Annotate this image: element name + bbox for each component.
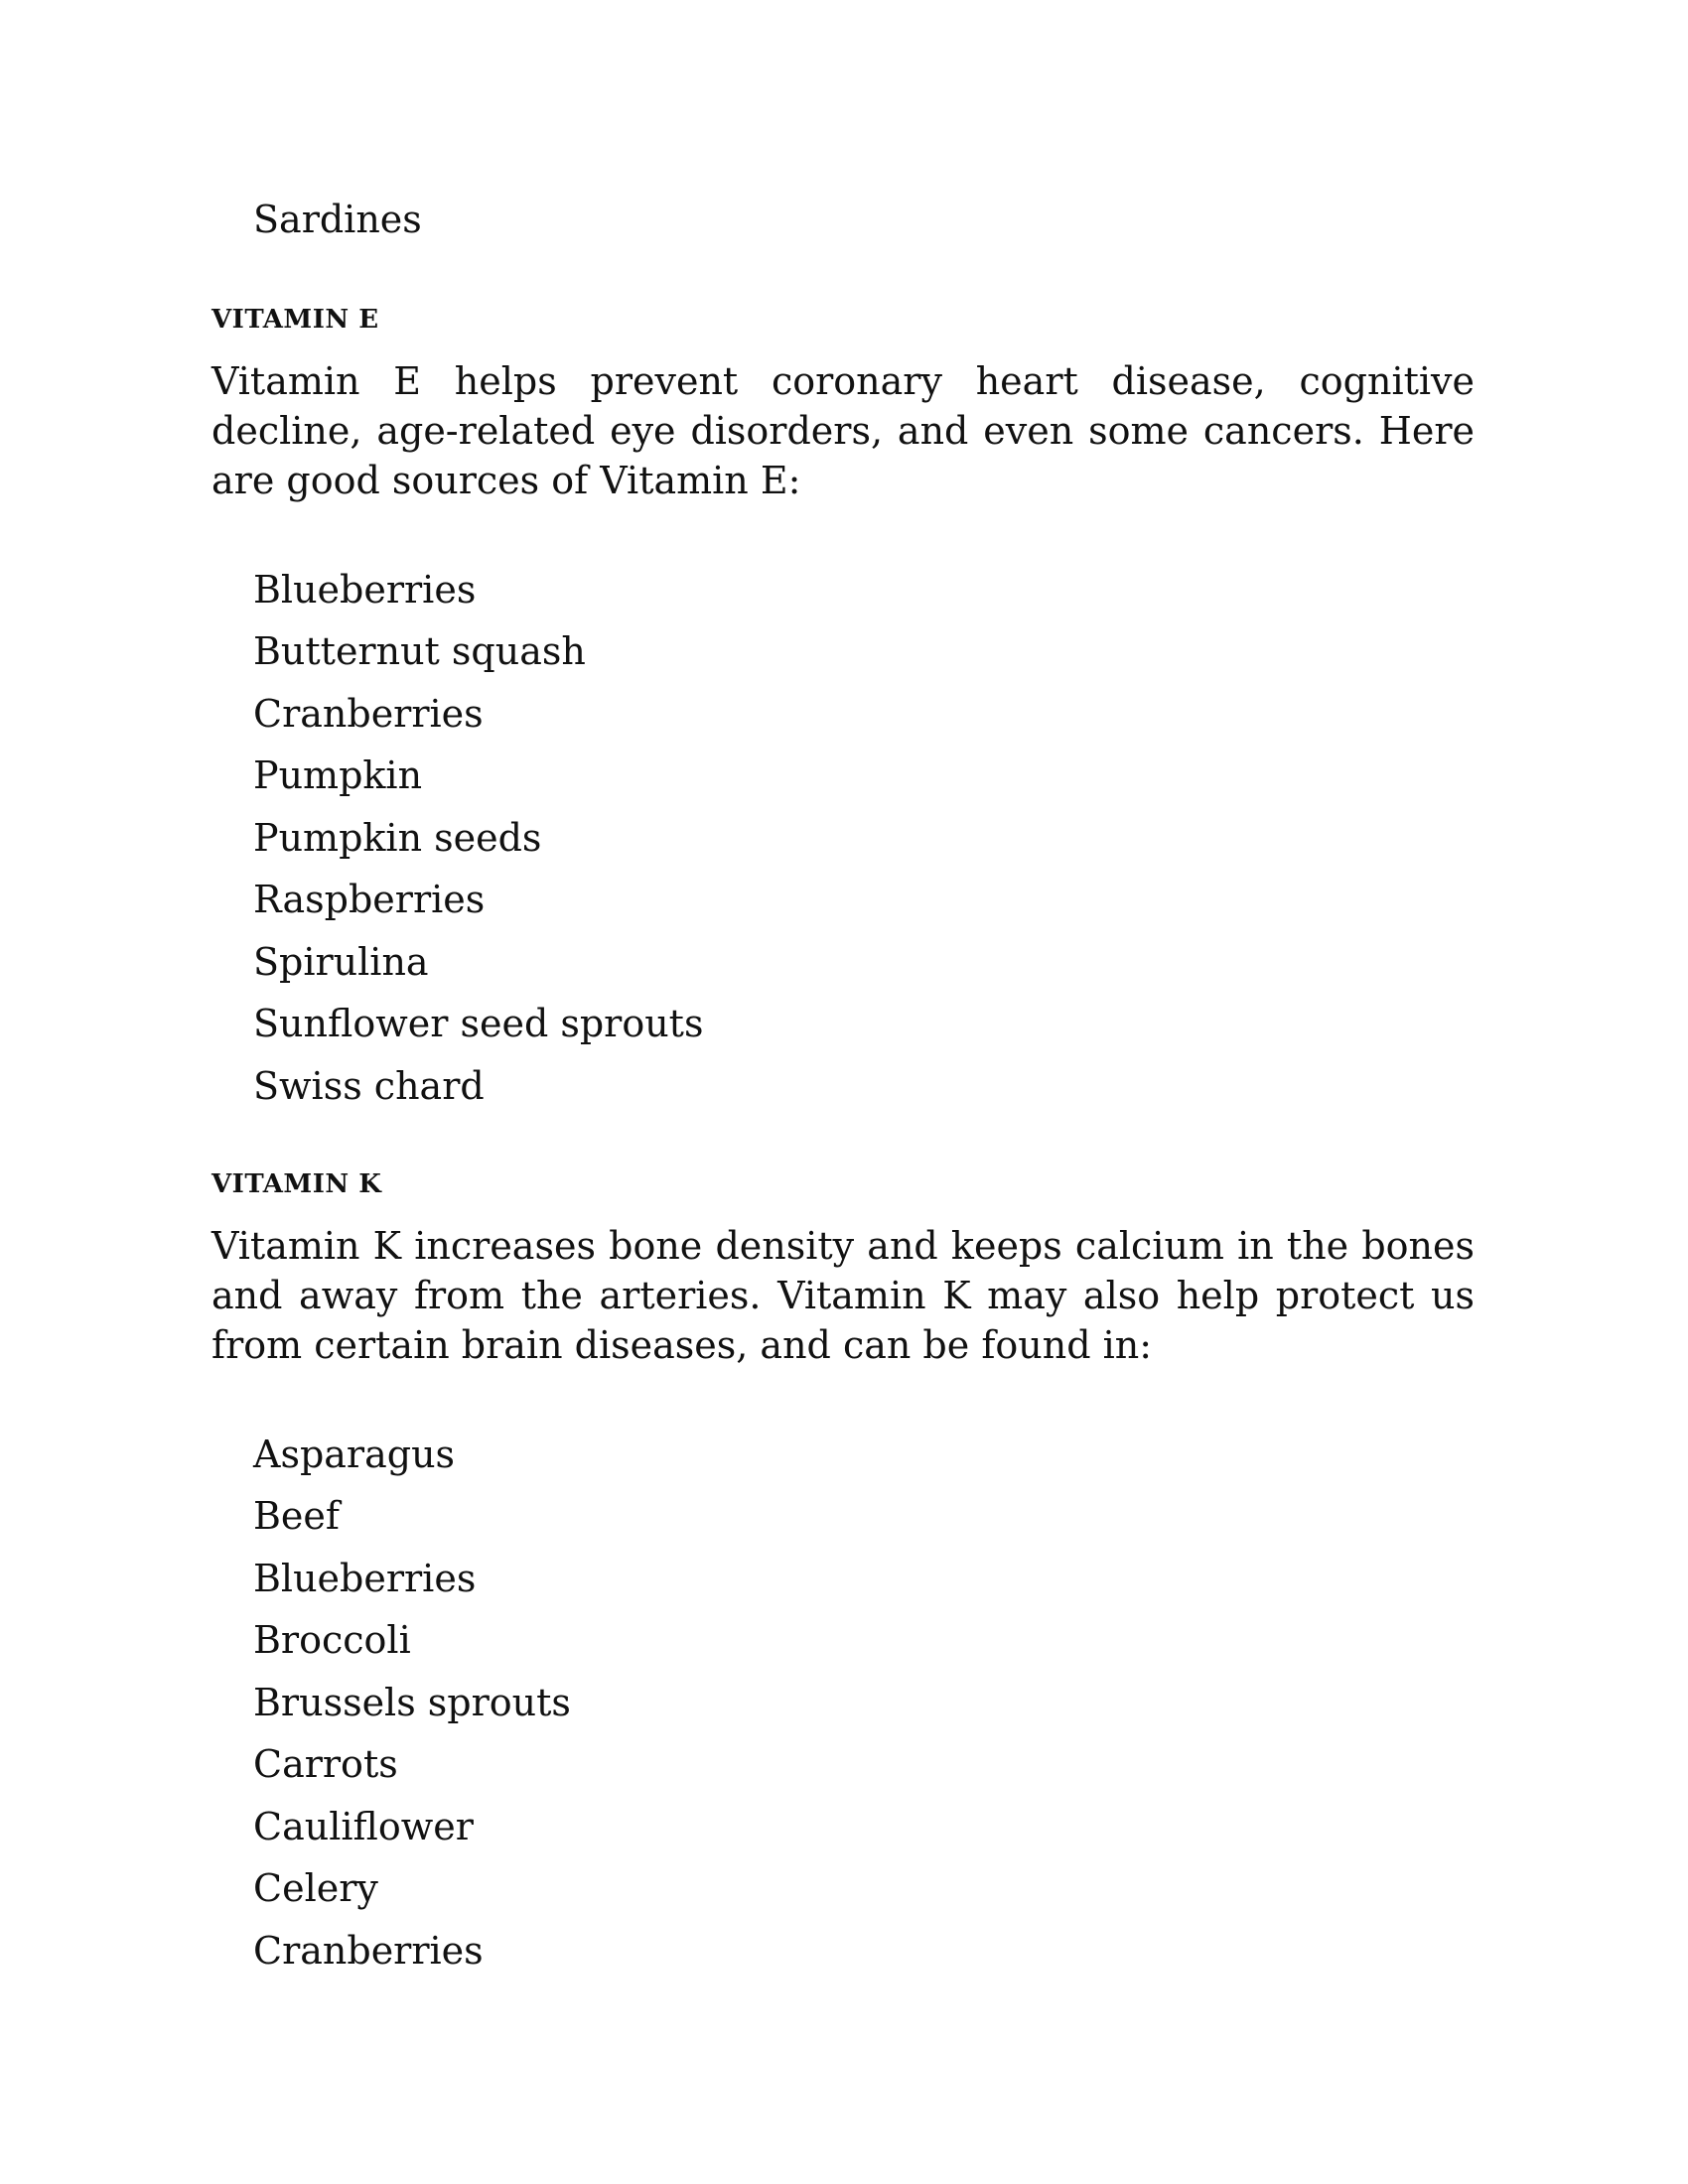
list-item: Blueberries <box>253 568 477 612</box>
list-item: Pumpkin <box>253 753 423 797</box>
list-item: Brussels sprouts <box>253 1681 571 1724</box>
list-item: Cranberries <box>253 692 484 736</box>
list-item: Blueberries <box>253 1557 477 1600</box>
vitamin-e-paragraph: Vitamin E helps prevent coronary heart disease, cognitive decline, age-related eye disorders, and even some cancers. Here are good sources of Vitamin E: <box>211 359 1475 502</box>
list-item: Sardines <box>253 198 422 241</box>
list-item: Sunflower seed sprouts <box>253 1002 704 1045</box>
list-item: Broccoli <box>253 1618 411 1662</box>
list-item: Swiss chard <box>253 1064 485 1108</box>
section-heading-vitamin-k: VITAMIN K <box>211 1169 382 1199</box>
section-heading-vitamin-e: VITAMIN E <box>211 305 379 335</box>
list-item: Butternut squash <box>253 629 586 673</box>
list-item: Cauliflower <box>253 1805 474 1848</box>
list-item: Celery <box>253 1866 378 1910</box>
list-item: Carrots <box>253 1742 398 1786</box>
list-item: Cranberries <box>253 1929 484 1973</box>
list-item: Beef <box>253 1494 340 1538</box>
list-item: Spirulina <box>253 940 429 984</box>
vitamin-k-paragraph: Vitamin K increases bone density and keeps calcium in the bones and away from the arteries. Vitamin K may also help protect us from certain brain diseases, and can be found in: <box>211 1224 1475 1367</box>
list-item: Raspberries <box>253 878 486 921</box>
list-item: Asparagus <box>253 1433 456 1476</box>
list-item: Pumpkin seeds <box>253 816 542 860</box>
